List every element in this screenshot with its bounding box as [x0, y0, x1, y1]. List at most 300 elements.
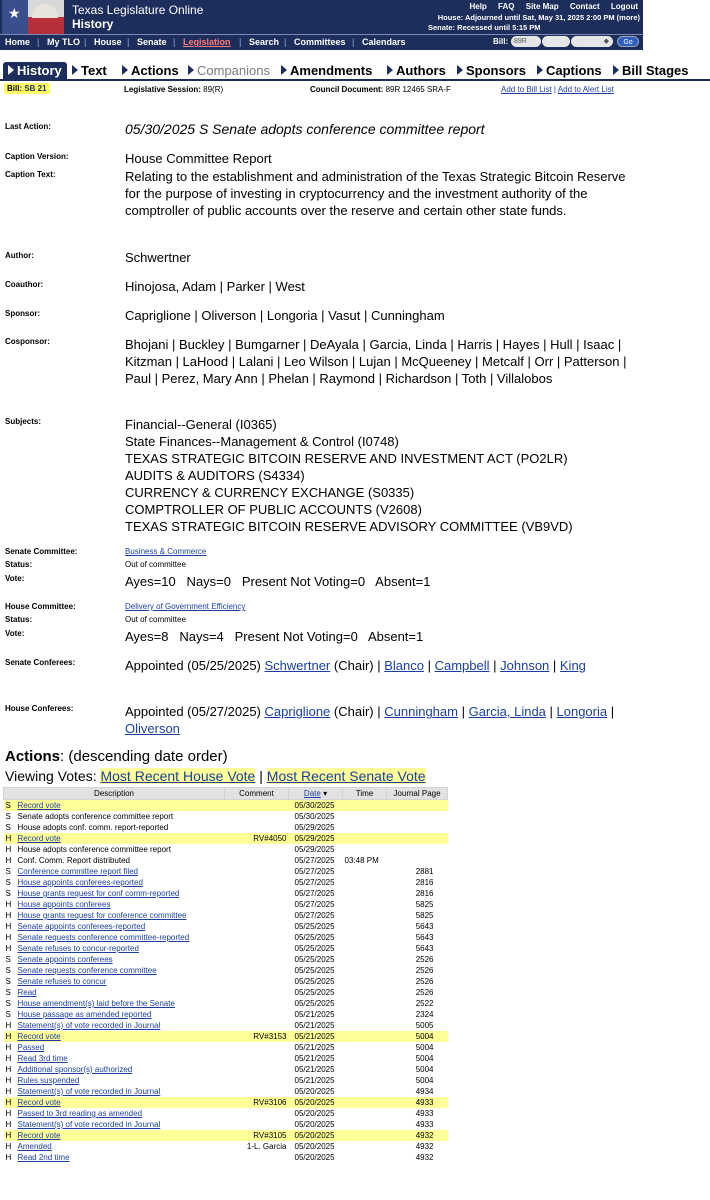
table-row	[4, 1108, 448, 1119]
chamber-cell: H	[5, 845, 12, 854]
session-select[interactable]: 89R	[511, 36, 541, 47]
table-row	[4, 1152, 448, 1163]
description-cell[interactable]	[16, 1020, 225, 1031]
action-link[interactable]: Passed to 3rd reading as amended	[17, 1109, 143, 1118]
chamber-cell: H	[5, 1043, 12, 1052]
action-link[interactable]: House grants request for conference committee	[17, 911, 187, 920]
tab-history[interactable]: History	[3, 62, 67, 80]
journal-page-cell: 2881	[415, 867, 434, 876]
add-to-alert-list-link[interactable]: Add to Alert List	[557, 85, 614, 94]
description-cell[interactable]	[16, 1064, 225, 1075]
date-cell: 05/20/2025	[294, 1153, 335, 1162]
tab-actions[interactable]: Actions	[122, 62, 179, 80]
main-nav: Home | My TLO | House | Senate | Legislation | Search | Committees | Calendars Bill: 89R ◆ Go	[0, 34, 643, 50]
journal-page-cell: 4932	[415, 1153, 434, 1162]
journal-page-cell: 2526	[415, 988, 434, 997]
comment-cell	[225, 965, 289, 976]
journal-page-cell: 2816	[415, 889, 434, 898]
table-row	[4, 1031, 448, 1042]
table-row	[4, 1009, 448, 1020]
journal-page-cell: 2816	[415, 878, 434, 887]
action-link[interactable]: House appoints conferees-reported	[17, 878, 143, 887]
date-cell: 05/25/2025	[294, 955, 335, 964]
journal-page-cell	[387, 800, 448, 812]
comment-cell	[225, 1108, 289, 1119]
nav-my-tlo[interactable]: My TLO	[47, 37, 80, 47]
description-cell[interactable]	[16, 987, 225, 998]
comment-cell	[225, 1152, 289, 1163]
header-links	[460, 2, 638, 11]
chamber-cell: H	[5, 900, 12, 909]
conferee-link[interactable]: Blanco	[384, 658, 424, 673]
journal-page-cell	[387, 844, 448, 855]
action-link[interactable]: Statement(s) of vote recorded in Journal	[17, 1087, 161, 1096]
table-row	[4, 800, 448, 812]
journal-page-cell: 5005	[415, 1021, 434, 1030]
time-cell	[343, 943, 387, 954]
chamber-cell: S	[5, 823, 11, 832]
subjects-label: Subjects:	[5, 417, 42, 426]
bill-number-input[interactable]	[542, 36, 570, 47]
date-cell: 05/29/2025	[289, 833, 343, 844]
legislative-session: Legislative Session: 89(R)	[124, 85, 224, 94]
caption-text-value: Relating to the establishment and administration of the Texas Strategic Bitcoin Reserve for the purpose of investing in cryptocurrency and the investment authority of the comptroller of public accounts over the reserve and certain other state funds.	[125, 169, 626, 218]
conferee-link[interactable]: Longoria	[556, 704, 608, 719]
tab-companions[interactable]: Companions	[188, 62, 270, 80]
journal-page-cell: 2324	[415, 1010, 434, 1019]
description-cell[interactable]	[16, 1108, 225, 1119]
chamber-cell: H	[5, 1087, 12, 1096]
chamber-cell: H	[5, 944, 12, 953]
faq-link[interactable]: FAQ	[498, 2, 515, 11]
table-row	[4, 987, 448, 998]
chamber-cell: H	[5, 1065, 12, 1074]
table-row	[4, 899, 448, 910]
house-committee-label: House Committee:	[5, 602, 76, 611]
date-cell: 05/27/2025	[294, 911, 335, 920]
date-cell: 05/25/2025	[294, 922, 335, 931]
table-row	[4, 976, 448, 987]
date-cell: 05/25/2025	[294, 966, 335, 975]
action-link[interactable]: Senate requests conference committee	[17, 966, 157, 975]
date-cell: 05/20/2025	[289, 1130, 343, 1141]
time-cell	[343, 811, 387, 822]
chamber-cell: H	[5, 1142, 12, 1151]
table-row	[4, 1064, 448, 1075]
chamber-cell: S	[5, 955, 11, 964]
actions-heading: Actions: (descending date order)	[5, 748, 228, 765]
description-cell: Senate adopts conference committee report	[17, 812, 174, 821]
chamber-cell: S	[5, 999, 11, 1008]
tab-arrow-icon	[122, 65, 128, 75]
journal-page-cell: 4933	[415, 1120, 434, 1129]
date-cell: 05/21/2025	[294, 1043, 335, 1052]
coauthor-value: Hinojosa, Adam | Parker | West	[125, 279, 305, 294]
house-status-label: Status:	[5, 615, 33, 624]
nav-search[interactable]: Search	[249, 37, 280, 47]
action-link[interactable]: Read 3rd time	[17, 1054, 68, 1063]
description-cell[interactable]	[16, 1152, 225, 1163]
action-link[interactable]: Conference committee report filed	[17, 867, 138, 876]
description-cell[interactable]	[16, 943, 225, 954]
comment-cell	[225, 1086, 289, 1097]
journal-page-cell: 5643	[415, 933, 434, 942]
chamber-cell: S	[5, 966, 11, 975]
house-vote-value: Ayes=8 Nays=4 Present Not Voting=0 Absent=1	[125, 629, 424, 644]
chamber-cell: H	[5, 1109, 12, 1118]
comment-cell: RV#3153	[225, 1031, 289, 1042]
comment-cell	[225, 855, 289, 866]
comment-cell	[225, 899, 289, 910]
description-cell[interactable]	[16, 998, 225, 1009]
description-cell[interactable]	[16, 866, 225, 877]
conferee-link[interactable]: Cunningham	[384, 704, 458, 719]
tab-arrow-icon	[537, 65, 543, 75]
nav-home[interactable]: Home	[5, 37, 31, 47]
description-cell[interactable]	[16, 932, 225, 943]
nav-house[interactable]: House	[94, 37, 122, 47]
chamber-cell: H	[5, 1120, 12, 1129]
chamber-cell: H	[4, 1130, 16, 1141]
journal-page-cell: 5825	[415, 900, 434, 909]
house-status[interactable]: House: Adjourned until Sat, May 31, 2025 2:00 PM (more)	[437, 13, 640, 22]
table-row	[4, 1119, 448, 1130]
tab-arrow-icon	[72, 65, 78, 75]
comment-cell	[225, 877, 289, 888]
recent-senate-vote-link[interactable]: Most Recent Senate Vote	[266, 768, 426, 784]
actions-table	[3, 787, 448, 1163]
comment-cell: 1-L. Garcia	[246, 1142, 287, 1151]
description-cell[interactable]	[16, 1130, 225, 1141]
go-button[interactable]: Go	[617, 36, 639, 47]
site-title: Texas Legislature Online	[72, 3, 204, 17]
time-cell	[343, 1141, 387, 1152]
comment-cell	[225, 844, 289, 855]
last-action-label: Last Action:	[5, 122, 51, 131]
comment-cell	[225, 1119, 289, 1130]
col-description: Description	[4, 788, 225, 800]
viewing-votes: Viewing Votes: Most Recent House Vote | Most Recent Senate Vote	[5, 768, 426, 784]
caption-version-label: Caption Version:	[5, 152, 69, 161]
description-cell[interactable]	[16, 877, 225, 888]
time-cell	[343, 1042, 387, 1053]
table-row	[4, 1130, 448, 1141]
date-cell: 05/27/2025	[294, 856, 335, 865]
comment-cell	[225, 987, 289, 998]
date-cell: 05/27/2025	[294, 900, 335, 909]
comment-cell	[225, 822, 289, 833]
description-cell[interactable]	[16, 1086, 225, 1097]
time-cell	[343, 833, 387, 844]
cosponsor-label: Cosponsor:	[5, 337, 50, 346]
comment-cell	[225, 1020, 289, 1031]
subject-item: AUDITS & AUDITORS (S4334)	[125, 468, 305, 483]
conferee-link[interactable]: King	[559, 658, 586, 673]
time-cell	[343, 1053, 387, 1064]
time-cell	[343, 1031, 387, 1042]
comment-cell: RV#3105	[225, 1130, 289, 1141]
house-vote-label: Vote:	[5, 629, 25, 638]
comment-cell	[225, 954, 289, 965]
date-cell: 05/25/2025	[294, 988, 335, 997]
action-link[interactable]: Senate refuses to concur	[17, 977, 107, 986]
action-link[interactable]: Senate requests conference committee-reported	[17, 933, 190, 942]
time-cell	[343, 1020, 387, 1031]
table-row	[4, 833, 448, 844]
contact-link[interactable]: Contact	[569, 2, 600, 11]
subject-item: TEXAS STRATEGIC BITCOIN RESERVE ADVISORY COMMITTEE (VB9VD)	[125, 519, 573, 534]
time-cell	[343, 987, 387, 998]
table-row	[4, 888, 448, 899]
chamber-cell: H	[4, 1097, 16, 1108]
comment-cell	[225, 866, 289, 877]
action-link[interactable]: Senate refuses to concur-reported	[17, 944, 139, 953]
author-value: Schwertner	[125, 250, 191, 265]
coauthor-label: Coauthor:	[5, 280, 44, 289]
logout-link[interactable]: Logout	[610, 2, 638, 11]
action-link[interactable]: Additional sponsor(s) authorized	[17, 1065, 133, 1074]
table-row	[4, 954, 448, 965]
description-cell[interactable]	[16, 833, 225, 844]
chamber-cell: H	[5, 922, 12, 931]
comment-cell	[225, 910, 289, 921]
description-cell[interactable]	[16, 1042, 225, 1053]
chamber-cell: H	[5, 856, 12, 865]
time-cell	[343, 932, 387, 943]
action-link[interactable]: Passed	[17, 1043, 45, 1052]
description-cell[interactable]	[16, 1075, 225, 1086]
date-cell: 05/27/2025	[294, 889, 335, 898]
tab-sponsors[interactable]: Sponsors	[457, 62, 526, 80]
date-cell: 05/20/2025	[289, 1097, 343, 1108]
date-cell: 05/27/2025	[294, 867, 335, 876]
journal-page-cell: 2526	[415, 966, 434, 975]
journal-page-cell: 5004	[387, 1031, 448, 1042]
description-cell: House adopts conference committee report	[17, 845, 171, 854]
action-link[interactable]: Record vote	[17, 1098, 61, 1107]
date-cell: 05/25/2025	[294, 999, 335, 1008]
time-cell	[343, 822, 387, 833]
action-link[interactable]: Read	[17, 988, 37, 997]
senate-conferees-label: Senate Conferees:	[5, 658, 76, 667]
conferee-link[interactable]: Oliverson	[125, 721, 180, 736]
comment-cell	[225, 888, 289, 899]
conferee-link[interactable]: Johnson	[500, 658, 550, 673]
description-cell[interactable]	[16, 910, 225, 921]
action-link[interactable]: Amended	[17, 1142, 52, 1151]
description-cell[interactable]	[16, 899, 225, 910]
time-cell	[343, 800, 387, 812]
chamber-cell: S	[5, 977, 11, 986]
description-cell[interactable]	[16, 976, 225, 987]
texas-capitol-logo	[2, 0, 64, 34]
journal-page-cell: 5004	[415, 1043, 434, 1052]
date-cell: 05/30/2025	[294, 812, 335, 821]
table-row	[4, 866, 448, 877]
journal-page-cell: 5825	[415, 911, 434, 920]
time-cell	[343, 1108, 387, 1119]
table-row	[4, 932, 448, 943]
chamber-cell: S	[5, 1010, 11, 1019]
author-label: Author:	[5, 251, 34, 260]
date-cell: 05/21/2025	[294, 1010, 335, 1019]
col-date[interactable]: Date ▾	[289, 788, 343, 800]
action-link[interactable]: Record vote	[17, 1131, 61, 1140]
subject-item: TEXAS STRATEGIC BITCOIN RESERVE AND INVESTMENT ACT (PO2LR)	[125, 451, 568, 466]
table-row	[4, 844, 448, 855]
description-cell[interactable]	[16, 1141, 225, 1152]
tab-text[interactable]: Text	[72, 62, 107, 80]
journal-page-cell: 5004	[415, 1065, 434, 1074]
description-cell[interactable]	[16, 921, 225, 932]
action-link[interactable]: House grants request for conf comm-reported	[17, 889, 180, 898]
last-action-value: 05/30/2025 S Senate adopts conference committee report	[125, 121, 485, 137]
chamber-cell: S	[5, 867, 11, 876]
col-time: Time	[343, 788, 387, 800]
house-committee-link[interactable]: Delivery of Government Efficiency	[125, 602, 246, 611]
date-cell: 05/20/2025	[294, 1120, 335, 1129]
description-cell[interactable]	[16, 1119, 225, 1130]
table-row	[4, 1086, 448, 1097]
date-cell: 05/20/2025	[294, 1087, 335, 1096]
action-link[interactable]: Record vote	[17, 1032, 61, 1041]
chamber-cell: H	[5, 911, 12, 920]
tab-arrow-icon	[281, 65, 287, 75]
table-row	[4, 1042, 448, 1053]
chamber-cell: S	[5, 878, 11, 887]
conferee-link[interactable]: Schwertner	[264, 658, 331, 673]
action-link[interactable]: Record vote	[17, 801, 61, 810]
comment-cell	[225, 921, 289, 932]
comment-cell	[225, 1064, 289, 1075]
subjects-list	[125, 416, 635, 535]
time-cell	[343, 1064, 387, 1075]
date-cell: 05/29/2025	[294, 823, 335, 832]
chamber-cell: H	[4, 833, 16, 844]
action-link[interactable]: Read 2nd time	[17, 1153, 70, 1162]
comment-cell	[225, 932, 289, 943]
subject-item: COMPTROLLER OF PUBLIC ACCOUNTS (V2608)	[125, 502, 422, 517]
tab-captions[interactable]: Captions	[537, 62, 602, 80]
recent-house-vote-link[interactable]: Most Recent House Vote	[100, 768, 256, 784]
journal-page-cell: 2522	[415, 999, 434, 1008]
description-cell[interactable]	[16, 800, 225, 812]
bill-type-select[interactable]: ◆	[571, 36, 613, 47]
chamber-cell: H	[5, 933, 12, 942]
site-header	[0, 0, 643, 34]
time-cell	[343, 954, 387, 965]
nav-legislation[interactable]: Legislation	[183, 37, 231, 47]
chamber-cell: H	[5, 1021, 12, 1030]
tab-amendments[interactable]: Amendments	[281, 62, 372, 80]
bill-id: Bill: SB 21	[4, 83, 50, 94]
action-link[interactable]: Record vote	[17, 834, 61, 843]
journal-page-cell: 2526	[415, 977, 434, 986]
description-cell[interactable]	[16, 1031, 225, 1042]
time-cell	[343, 888, 387, 899]
nav-calendars[interactable]: Calendars	[362, 37, 406, 47]
comment-cell	[225, 1075, 289, 1086]
chamber-cell: S	[5, 889, 11, 898]
nav-committees[interactable]: Committees	[294, 37, 346, 47]
add-to-bill-list-link[interactable]: Add to Bill List	[501, 85, 552, 94]
subject-item: CURRENCY & CURRENCY EXCHANGE (S0335)	[125, 485, 415, 500]
time-cell	[343, 877, 387, 888]
action-link[interactable]: Statement(s) of vote recorded in Journal	[17, 1120, 161, 1129]
help-link[interactable]: Help	[469, 2, 487, 11]
table-row	[4, 943, 448, 954]
conferee-link[interactable]: Capriglione	[264, 704, 331, 719]
date-cell: 05/21/2025	[294, 1054, 335, 1063]
caption-version-value: House Committee Report	[125, 151, 272, 166]
tab-bill-stages[interactable]: Bill Stages	[613, 62, 688, 80]
action-link[interactable]: Rules suspended	[17, 1076, 80, 1085]
date-cell: 05/25/2025	[294, 977, 335, 986]
date-cell: 05/20/2025	[294, 1142, 335, 1151]
action-link[interactable]: House appoints conferees	[17, 900, 111, 909]
table-row	[4, 1141, 448, 1152]
tab-arrow-icon	[613, 65, 619, 75]
chamber-cell: S	[5, 812, 11, 821]
action-link[interactable]: Statement(s) of vote recorded in Journal	[17, 1021, 161, 1030]
description-cell[interactable]	[16, 888, 225, 899]
time-cell	[343, 1086, 387, 1097]
action-link[interactable]: House amendment(s) laid before the Senate	[17, 999, 175, 1008]
comment-cell	[225, 811, 289, 822]
table-row	[4, 965, 448, 976]
senate-vote-value: Ayes=10 Nays=0 Present Not Voting=0 Absent=1	[125, 574, 431, 589]
section-title: History	[72, 17, 114, 31]
description-cell[interactable]	[16, 954, 225, 965]
time-cell	[343, 998, 387, 1009]
time-cell	[343, 910, 387, 921]
senate-committee-link[interactable]: Business & Commerce	[125, 547, 207, 556]
action-link[interactable]: Senate appoints conferees-reported	[17, 922, 146, 931]
chamber-cell: S	[5, 988, 11, 997]
tab-arrow-icon	[8, 65, 14, 75]
site-map-link[interactable]: Site Map	[525, 2, 559, 11]
chamber-cell: H	[5, 1076, 12, 1085]
action-link[interactable]: House passage as amended reported	[17, 1010, 152, 1019]
nav-senate[interactable]: Senate	[137, 37, 167, 47]
date-cell: 05/21/2025	[289, 1031, 343, 1042]
tab-arrow-icon	[457, 65, 463, 75]
date-cell: 05/30/2025	[289, 800, 343, 812]
time-cell	[343, 1152, 387, 1163]
comment-cell	[225, 976, 289, 987]
tab-authors[interactable]: Authors	[387, 62, 446, 80]
description-cell[interactable]	[16, 1097, 225, 1108]
bill-tabs	[0, 60, 710, 80]
description-cell[interactable]	[16, 965, 225, 976]
table-row	[4, 1020, 448, 1031]
description-cell[interactable]	[16, 1053, 225, 1064]
sponsor-value: Capriglione | Oliverson | Longoria | Vasut | Cunningham	[125, 308, 445, 323]
comment-cell	[225, 1009, 289, 1020]
comment-cell	[225, 943, 289, 954]
journal-page-cell: 4932	[387, 1130, 448, 1141]
action-link[interactable]: Senate appoints conferees	[17, 955, 113, 964]
time-cell	[343, 844, 387, 855]
bill-search-label: Bill:	[493, 37, 509, 46]
table-row	[4, 1075, 448, 1086]
description-cell[interactable]	[16, 1009, 225, 1020]
comment-cell	[225, 1042, 289, 1053]
conferee-link[interactable]: Garcia, Linda	[468, 704, 546, 719]
conferee-link[interactable]: Campbell	[434, 658, 490, 673]
time-cell	[343, 976, 387, 987]
time-cell	[343, 899, 387, 910]
